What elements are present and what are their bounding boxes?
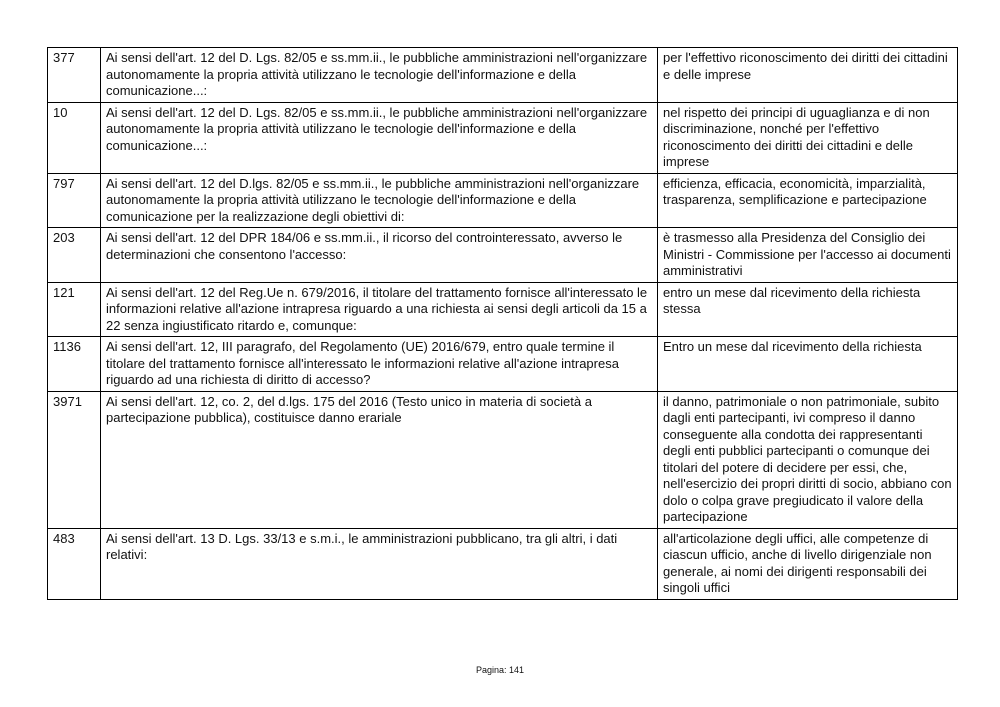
question-text: Ai sensi dell'art. 12 del D.lgs. 82/05 e ss.mm.ii., le pubbliche amministrazioni nell'organizzare autonomamente la propria attività utilizzano le tecnologie dell'informazione e della comunicazione per la realizzazione degli obiettivi di: [101, 173, 658, 228]
question-table [47, 47, 958, 600]
question-text: Ai sensi dell'art. 12 del D. Lgs. 82/05 e ss.mm.ii., le pubbliche amministrazioni nell'organizzare autonomamente la propria attività utilizzano le tecnologie dell'informazione e della comunicazione...: [101, 102, 658, 173]
question-text: Ai sensi dell'art. 13 D. Lgs. 33/13 e s.m.i., le amministrazioni pubblicano, tra gli altri, i dati relativi: [101, 528, 658, 599]
question-text: Ai sensi dell'art. 12 del D. Lgs. 82/05 e ss.mm.ii., le pubbliche amministrazioni nell'organizzare autonomamente la propria attività utilizzano le tecnologie dell'informazione e della comunicazione...: [101, 48, 658, 103]
answer-text: Entro un mese dal ricevimento della richiesta [658, 337, 958, 392]
question-id: 121 [48, 282, 101, 337]
page-number: Pagina: 141 [475, 665, 525, 675]
question-text: Ai sensi dell'art. 12 del DPR 184/06 e ss.mm.ii., il ricorso del controinteressato, avverso le determinazioni che consentono l'accesso: [101, 228, 658, 283]
question-id: 797 [48, 173, 101, 228]
table-row [48, 528, 958, 599]
question-id: 1136 [48, 337, 101, 392]
answer-text: nel rispetto dei principi di uguaglianza e di non discriminazione, nonché per l'effettivo riconoscimento dei diritti dei cittadini e delle imprese [658, 102, 958, 173]
question-id: 483 [48, 528, 101, 599]
answer-text: entro un mese dal ricevimento della richiesta stessa [658, 282, 958, 337]
answer-text: è trasmesso alla Presidenza del Consiglio dei Ministri - Commissione per l'accesso ai documenti amministrativi [658, 228, 958, 283]
question-text: Ai sensi dell'art. 12, III paragrafo, del Regolamento (UE) 2016/679, entro quale termine il titolare del trattamento fornisce all'interessato le informazioni relative all'azione intrapresa riguardo ad una richiesta di diritto di accesso? [101, 337, 658, 392]
question-id: 3971 [48, 391, 101, 528]
table-row [48, 337, 958, 392]
answer-text: il danno, patrimoniale o non patrimoniale, subito dagli enti partecipanti, ivi compreso il danno conseguente alla condotta dei rappresentanti degli enti pubblici partecipanti o comunque dei titolari del potere di decidere per essi, che, nell'esercizio dei propri diritti di socio, abbiano con dolo o colpa grave pregiudicato il valore della partecipazione [658, 391, 958, 528]
table-row [48, 173, 958, 228]
table-row [48, 228, 958, 283]
question-id: 10 [48, 102, 101, 173]
table-row [48, 102, 958, 173]
question-id: 203 [48, 228, 101, 283]
table-row [48, 48, 958, 103]
question-text: Ai sensi dell'art. 12 del Reg.Ue n. 679/2016, il titolare del trattamento fornisce all'interessato le informazioni relative all'azione intrapresa riguardo a una richiesta ai sensi degli articoli da 15 a 22 senza ingiustificato ritardo e, comunque: [101, 282, 658, 337]
answer-text: per l'effettivo riconoscimento dei diritti dei cittadini e delle imprese [658, 48, 958, 103]
table-row [48, 391, 958, 528]
answer-text: all'articolazione degli uffici, alle competenze di ciascun ufficio, anche di livello dirigenziale non generale, ai nomi dei dirigenti responsabili dei singoli uffici [658, 528, 958, 599]
answer-text: efficienza, efficacia, economicità, imparzialità, trasparenza, semplificazione e partecipazione [658, 173, 958, 228]
question-text: Ai sensi dell'art. 12, co. 2, del d.lgs. 175 del 2016 (Testo unico in materia di società a partecipazione pubblica), costituisce danno erariale [101, 391, 658, 528]
question-id: 377 [48, 48, 101, 103]
table-row [48, 282, 958, 337]
